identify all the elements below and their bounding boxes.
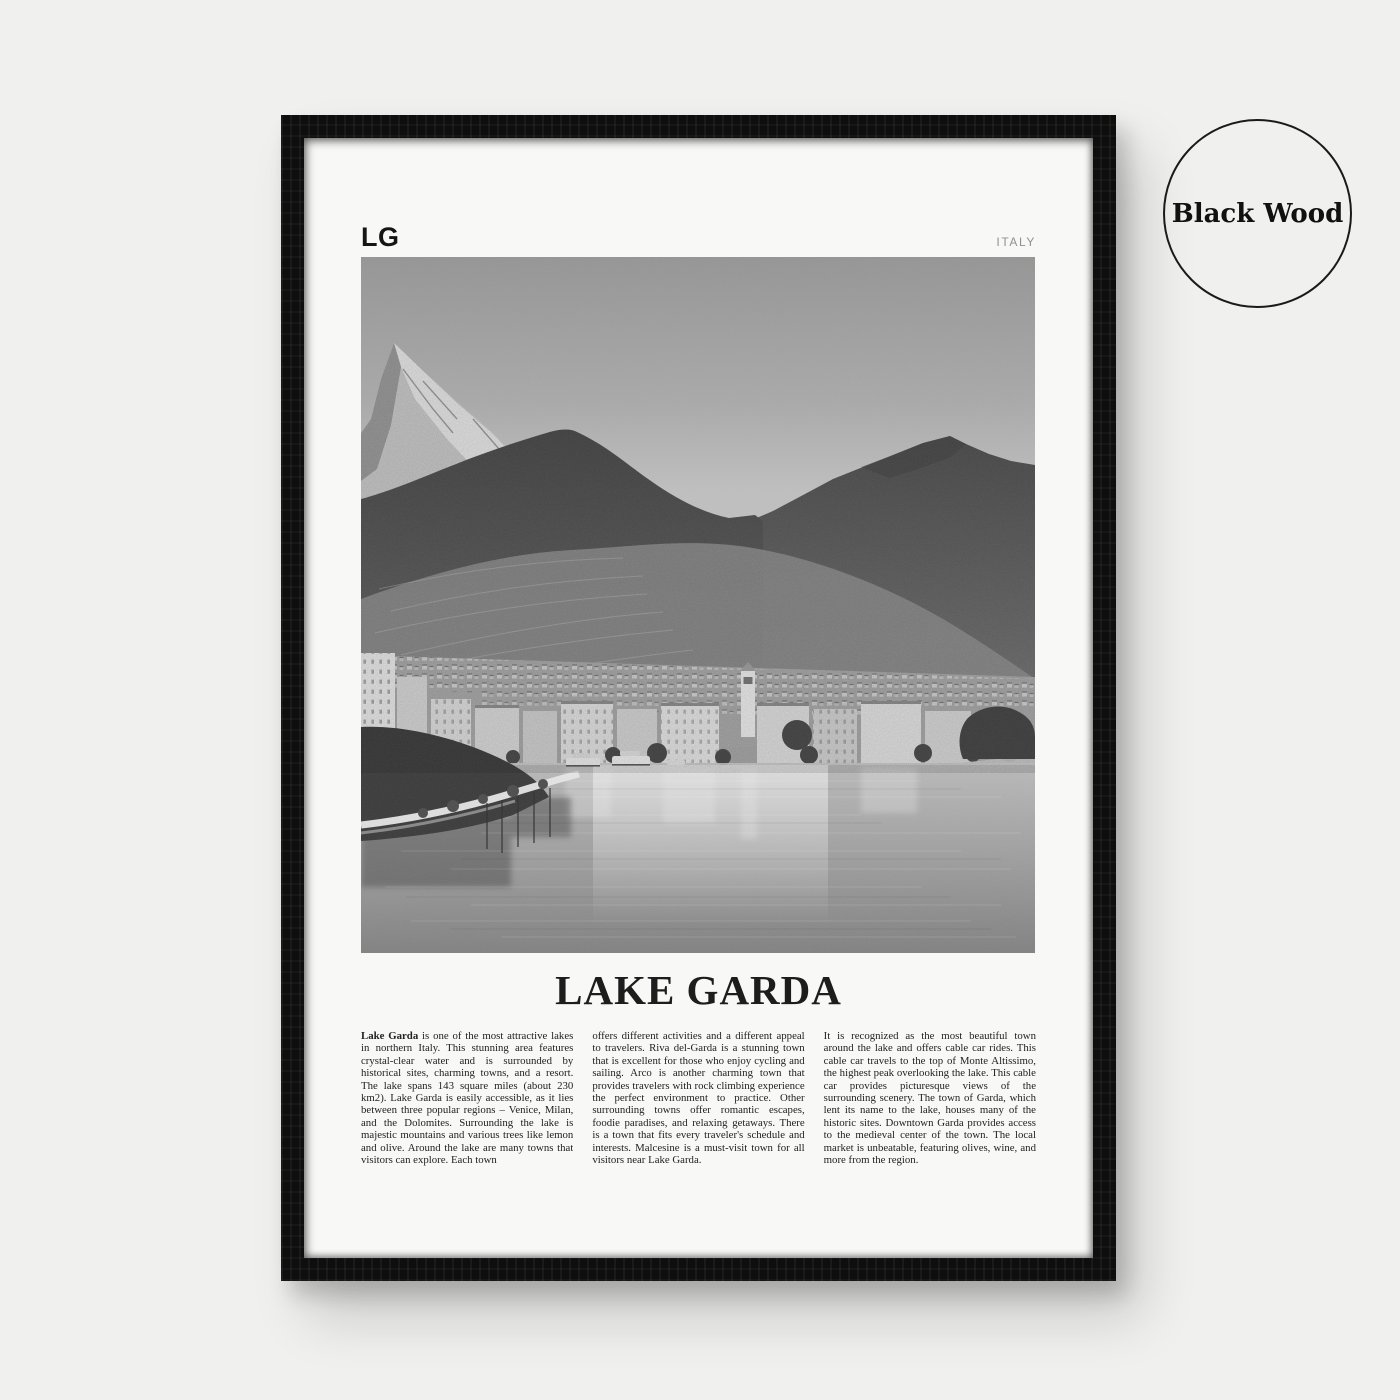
black-wood-picture-frame [281,115,1116,1281]
poster-logo: LG [361,222,400,252]
poster-header [361,222,1036,250]
body-column-1-lead: Lake Garda [361,1030,419,1042]
poster-body [361,1030,1036,1193]
body-column-1 [361,1030,573,1193]
body-column-2: offers different activities and a different appeal to travelers. Riva del-Garda is a stunning town that is excellent for those who enjoy cycling and sailing. Arco is another charming town that provides travelers with rock climbing experience the perfect environment to practice. Other surrounding towns offer romantic escapes, foodie paradises, and relaxing getaways. There is a town that fits every traveler's schedule and interests. Malcesine is a must-visit town for all visitors near Lake Garda. [592,1030,805,1167]
frame-material-label: Black Wood [1171,198,1344,229]
poster-country-label: ITALY [996,235,1036,249]
lake-garda-poster [304,138,1093,1258]
body-column-1-text: is one of the most attractive lakes in northern Italy. This stunning area features crystal-clear water and is surrounded by historical sites, charming towns, and a resort. The lake spans 143 square miles (about 230 km2). Lake Garda is easily accessible, as it lies between three popular regions – Venice, Milan, and the Dolomites. Surrounding the lake is majestic mountains and various trees like lemon and olive. Around the lake are many towns that visitors can explore. Each town [361,1030,574,1167]
lake-garda-photo [361,257,1035,953]
poster-title: LAKE GARDA [555,967,842,1013]
frame-material-badge [1163,119,1352,308]
body-column-3: It is recognized as the most beautiful town around the lake and offers cable car rides. This cable car travels to the top of Monte Altissimo, the highest peak overlooking the lake. This cable car provides picturesque views of the surrounding scenery. The town of Garda, which lent its name to the lake, houses many of the historic sites. Downtown Garda provides access to the medieval center of the town. The local market is unbeatable, featuring olives, wine, and more from the region. [823,1030,1036,1167]
